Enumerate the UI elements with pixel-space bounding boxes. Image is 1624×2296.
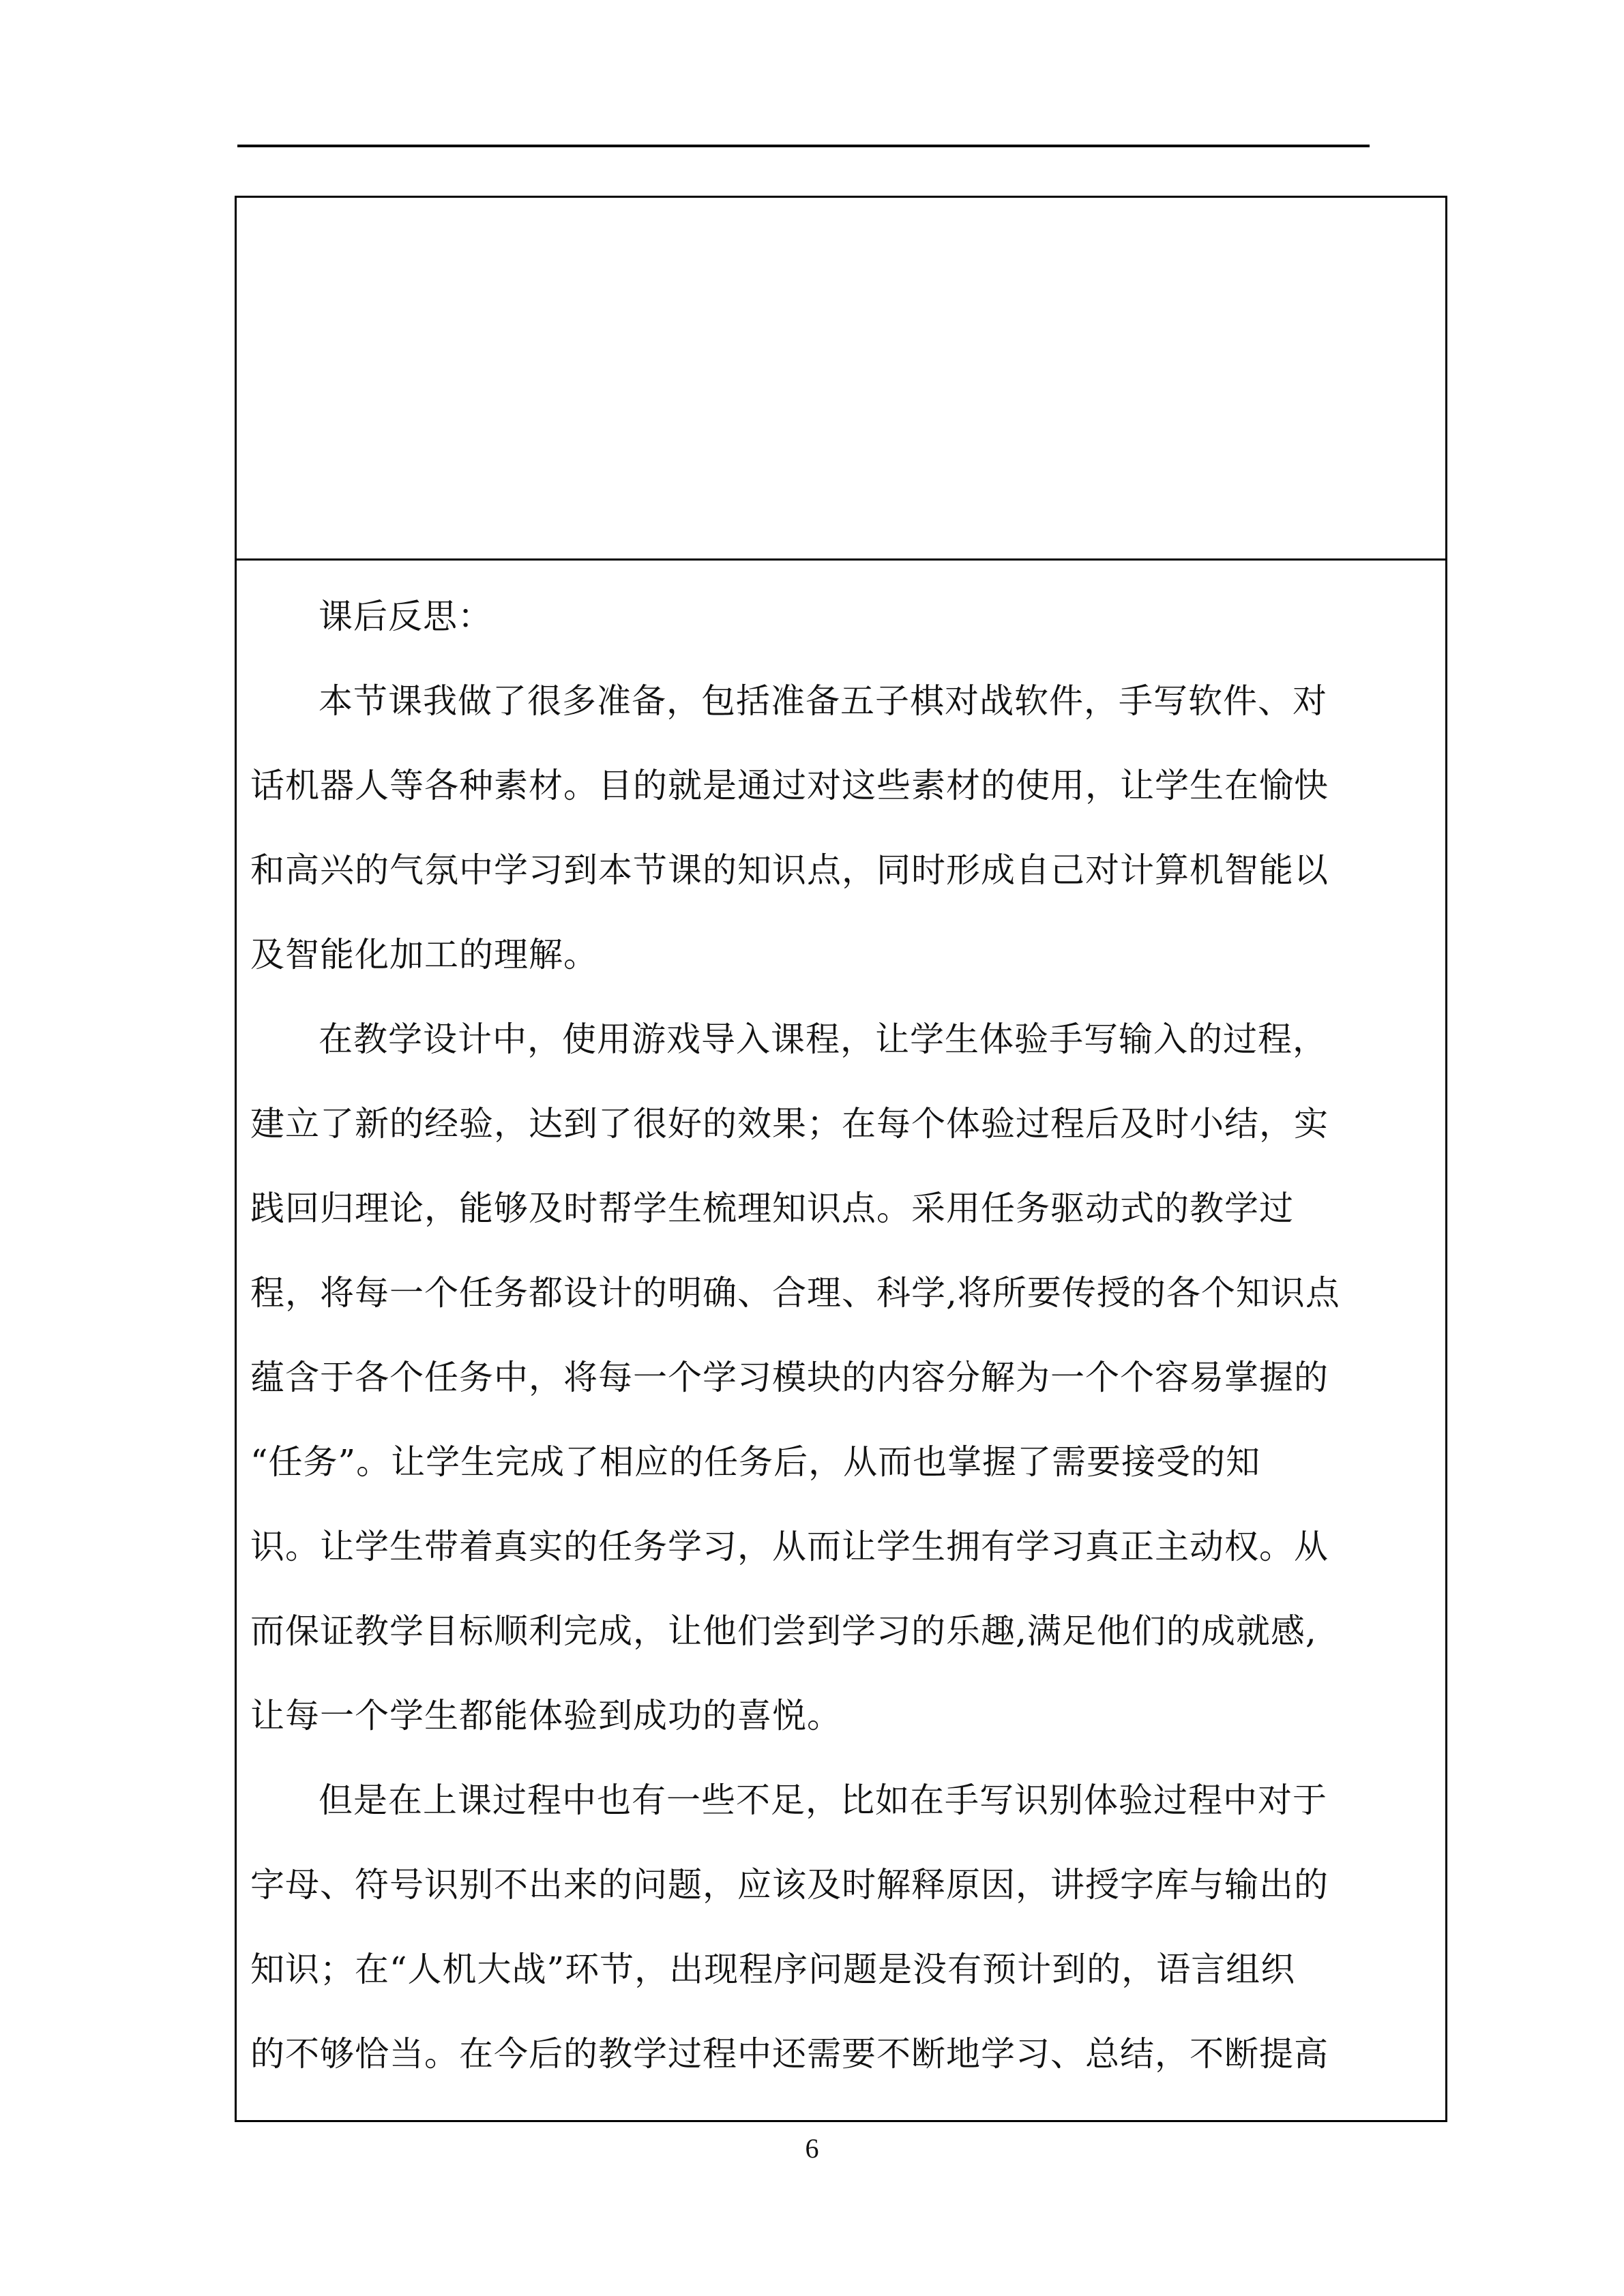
paragraph-line: 而保证教学目标顺利完成，让他们尝到学习的乐趣,满足他们的成就感,: [250, 1611, 1317, 1651]
paragraph-line: 践回归理论，能够及时帮学生梳理知识点。采用任务驱动式的教学过: [250, 1189, 1294, 1228]
paragraph-line: 蕴含于各个任务中，将每一个学习模块的内容分解为一个个容易掌握的: [250, 1358, 1329, 1397]
reflection-cell: [237, 561, 1445, 2120]
paragraph-line: 让每一个学生都能体验到成功的喜悦。: [250, 1696, 842, 1735]
paragraph-line: 知识；在“人机大战”环节，出现程序问题是没有预计到的，语言组织: [250, 1950, 1296, 1989]
paragraph-line: 程，将每一个任务都设计的明确、合理、科学,将所要传授的各个知识点: [250, 1273, 1340, 1313]
paragraph-line: 字母、符号识别不出来的问题，应该及时解释原因，讲授字库与输出的: [250, 1865, 1329, 1905]
paragraph-line: 本节课我做了很多准备，包括准备五子棋对战软件，手写软件、对: [319, 681, 1327, 721]
document-table: [235, 196, 1447, 2122]
paragraph-line: 及智能化加工的理解。: [250, 935, 598, 974]
page-number: 6: [805, 2133, 819, 2164]
header-rule: [237, 145, 1370, 147]
reflection-heading: 课后反思：: [319, 597, 492, 636]
paragraph-line: 话机器人等各种素材。目的就是通过对这些素材的使用，让学生在愉快: [250, 766, 1329, 805]
empty-table-cell: [237, 198, 1445, 561]
paragraph-line: “任务”。让学生完成了相应的任务后，从而也掌握了需要接受的知: [250, 1442, 1261, 1482]
paragraph-line: 建立了新的经验，达到了很好的效果；在每个体验过程后及时小结，实: [250, 1104, 1329, 1144]
paragraph-line: 和高兴的气氛中学习到本节课的知识点，同时形成自己对计算机智能以: [250, 850, 1329, 890]
paragraph-line: 的不够恰当。在今后的教学过程中还需要不断地学习、总结，不断提高: [250, 2034, 1329, 2074]
paragraph-line: 在教学设计中，使用游戏导入课程，让学生体验手写输入的过程，: [319, 1019, 1327, 1059]
paragraph-line: 但是在上课过程中也有一些不足，比如在手写识别体验过程中对于: [319, 1780, 1327, 1820]
paragraph-line: 识。让学生带着真实的任务学习，从而让学生拥有学习真正主动权。从: [250, 1527, 1329, 1566]
